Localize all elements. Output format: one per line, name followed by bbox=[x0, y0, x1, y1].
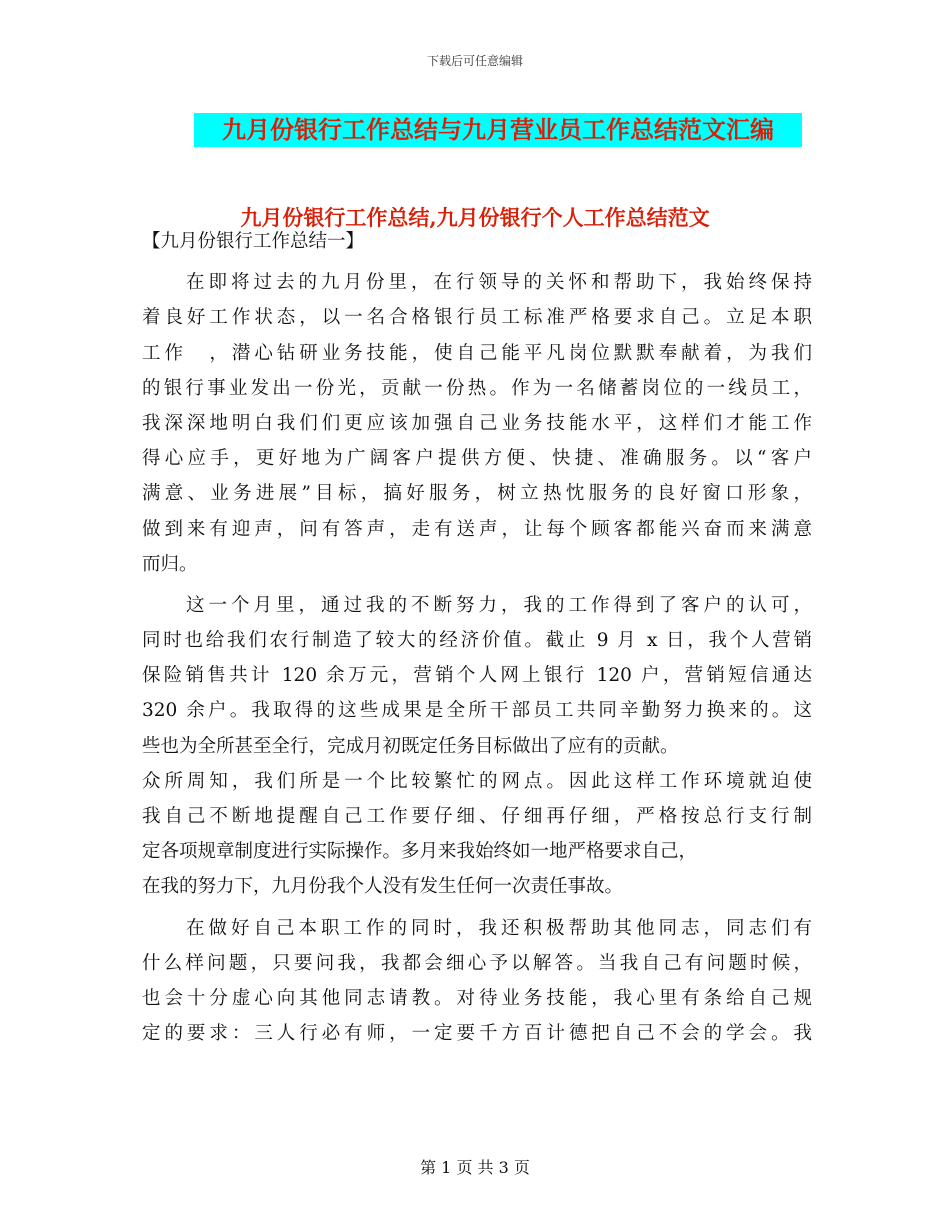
paragraph-line: 在我的努力下，九月份我个人没有发生任何一次责任事故。 bbox=[142, 876, 624, 898]
paragraph-line: 满意、业务进展”目标，搞好服务，树立热忱服务的良好窗口形象， bbox=[142, 483, 812, 505]
paragraph-line: 在即将过去的九月份里，在行领导的关怀和帮助下，我始终保持 bbox=[186, 272, 812, 294]
paragraph-line: 这一个月里，通过我的不断努力，我的工作得到了客户的认可， bbox=[186, 594, 812, 616]
document-subtitle: 九月份银行工作总结,九月份银行个人工作总结范文 bbox=[240, 205, 710, 230]
paragraph-line: 定各项规章制度进行实际操作。多月来我始终如一地严格要求自己， bbox=[142, 841, 698, 863]
paragraph-line: 也会十分虚心向其他同志请教。对待业务技能，我心里有条给自己规 bbox=[142, 987, 812, 1009]
paragraph-line: 些也为全所甚至全行，完成月初既定任务目标做出了应有的贡献。 bbox=[142, 735, 679, 757]
paragraph-line: 而归。 bbox=[142, 553, 198, 575]
paragraph-line: 保险销售共计 120 余万元，营销个人网上银行 120 户，营销短信通达 bbox=[142, 665, 812, 687]
page-footer: 第 1 页 共 3 页 bbox=[420, 1158, 530, 1177]
paragraph-1 bbox=[142, 265, 812, 582]
paragraph-2 bbox=[142, 588, 812, 905]
paragraph-line: 320 余户。我取得的这些成果是全所干部员工共同辛勤努力换来的。这 bbox=[142, 700, 812, 722]
document-body bbox=[142, 224, 812, 1051]
paragraph-line: 众所周知，我们所是一个比较繁忙的网点。因此这样工作环境就迫使 bbox=[142, 770, 812, 792]
paragraph-line: 做到来有迎声，问有答声，走有送声，让每个顾客都能兴奋而来满意 bbox=[142, 518, 812, 540]
paragraph-line: 我深深地明白我们们更应该加强自己业务技能水平，这样们才能工作 bbox=[142, 412, 812, 434]
paragraph-line: 得心应手，更好地为广阔客户提供方便、快捷、准确服务。以“客户 bbox=[142, 448, 812, 470]
section-heading: 【九月份银行工作总结一】 bbox=[142, 231, 365, 252]
paragraph-line: 着良好工作状态，以一名合格银行员工标准严格要求自己。立足本职 bbox=[142, 307, 812, 329]
paragraph-line: 的银行事业发出一份光，贡献一份热。作为一名储蓄岗位的一线员工， bbox=[142, 377, 812, 399]
paragraph-3 bbox=[142, 911, 812, 1052]
paragraph-line: 我自己不断地提醒自己工作要仔细、仔细再仔细，严格按总行支行制 bbox=[142, 806, 812, 827]
header-note: 下载后可任意编辑 bbox=[426, 54, 523, 68]
paragraph-line: 同时也给我们农行制造了较大的经济价值。截止 9 月 x 日，我个人营销 bbox=[142, 630, 812, 652]
paragraph-line: 工作 ，潜心钻研业务技能，使自己能平凡岗位默默奉献着，为我们 bbox=[142, 342, 812, 364]
paragraph-line: 在做好自己本职工作的同时，我还积极帮助其他同志，同志们有 bbox=[186, 917, 812, 939]
paragraph-line: 定的要求：三人行必有师，一定要千方百计德把自己不会的学会。我 bbox=[142, 1023, 812, 1045]
paragraph-line: 什么样问题，只要问我，我都会细心予以解答。当我自己有问题时候， bbox=[142, 952, 812, 974]
document-title: 九月份银行工作总结与九月营业员工作总结范文汇编 bbox=[194, 113, 802, 147]
